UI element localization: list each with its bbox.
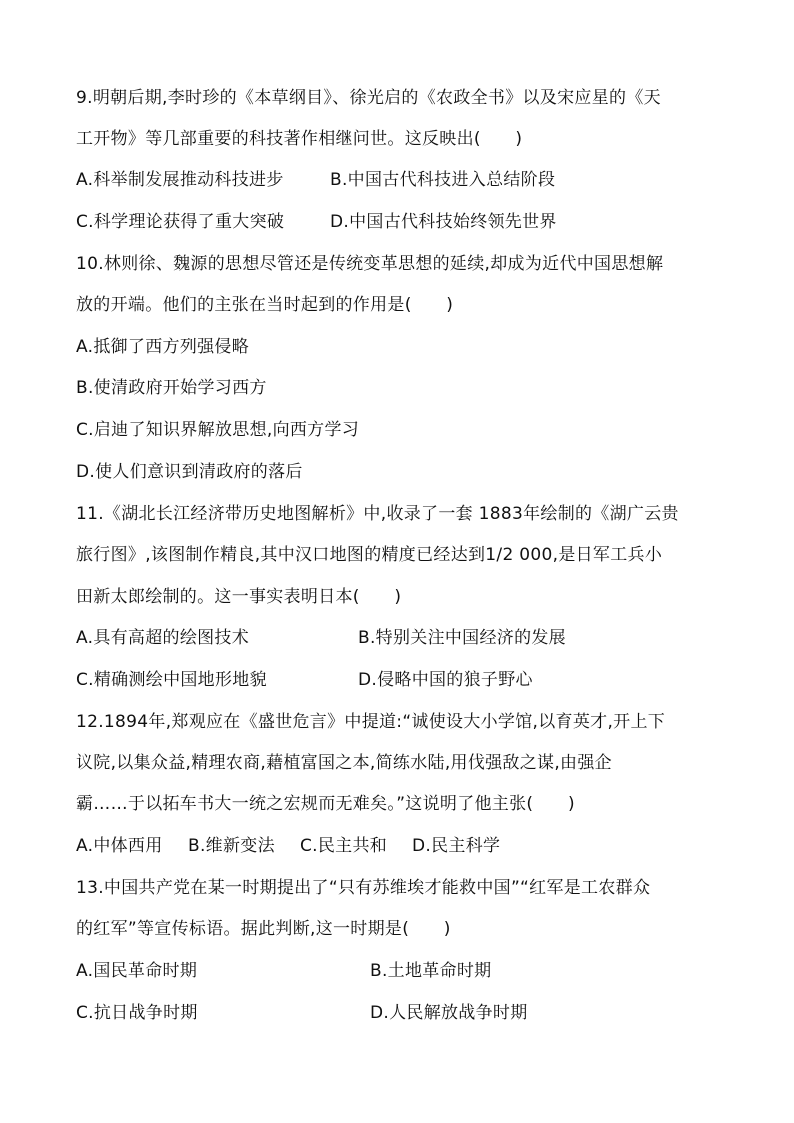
q12-stem-line-1: 12.1894年,郑观应在《盛世危言》中提道:“诚使设大小学馆,以育英才,开上下 (76, 712, 666, 732)
q11-option-b: B.特别关注中国经济的发展 (358, 628, 566, 648)
q9-option-a: A.科举制发展推动科技进步 (76, 170, 284, 190)
q10-option-c: C.启迪了知识界解放思想,向西方学习 (76, 420, 360, 440)
q10-stem-line-1: 10.林则徐、魏源的思想尽管还是传统变革思想的延续,却成为近代中国思想解 (76, 254, 664, 274)
q10-option-b: B.使清政府开始学习西方 (76, 378, 267, 398)
q13-stem-line-2: 的红军”等宣传标语。据此判断,这一时期是( ) (76, 919, 451, 939)
q13-stem-line-1: 13.中国共产党在某一时期提出了“只有苏维埃才能救中国”“红军是工农群众 (76, 878, 651, 898)
q10-option-d: D.使人们意识到清政府的落后 (76, 462, 303, 482)
q13-option-c: C.抗日战争时期 (76, 1003, 198, 1023)
q12-option-b: B.维新变法 (188, 836, 275, 856)
q11-option-c: C.精确测绘中国地形地貌 (76, 670, 267, 690)
q11-option-a: A.具有高超的绘图技术 (76, 628, 250, 648)
q9-stem-line-2: 工开物》等几部重要的科技著作相继问世。这反映出( ) (76, 129, 523, 149)
q12-option-a: A.中体西用 (76, 836, 163, 856)
q13-option-d: D.人民解放战争时期 (370, 1003, 528, 1023)
q11-stem-line-3: 田新太郎绘制的。这一事实表明日本( ) (76, 587, 402, 607)
q9-option-c: C.科学理论获得了重大突破 (76, 212, 285, 232)
q9-stem-line-1: 9.明朝后期,李时珍的《本草纲目》、徐光启的《农政全书》以及宋应星的《天 (76, 88, 661, 108)
q12-stem-line-2: 议院,以集众益,精理农商,藉植富国之本,简练水陆,用伐强敌之谋,由强企 (76, 753, 612, 773)
q11-stem-line-1: 11.《湖北长江经济带历史地图解析》中,收录了一套 1883年绘制的《湖广云贵 (76, 504, 679, 524)
q13-option-b: B.土地革命时期 (370, 961, 492, 981)
q12-stem-line-3: 霸……于以拓车书大一统之宏规而无难矣。”这说明了他主张( ) (76, 794, 575, 814)
q12-option-d: D.民主科学 (412, 836, 501, 856)
q13-option-a: A.国民革命时期 (76, 961, 198, 981)
q11-option-d: D.侵略中国的狼子野心 (358, 670, 533, 690)
q10-option-a: A.抵御了西方列强侵略 (76, 337, 250, 357)
q9-option-d: D.中国古代科技始终领先世界 (330, 212, 557, 232)
q9-option-b: B.中国古代科技进入总结阶段 (330, 170, 556, 190)
q11-stem-line-2: 旅行图》,该图制作精良,其中汉口地图的精度已经达到1/2 000,是日军工兵小 (76, 545, 663, 565)
q10-stem-line-2: 放的开端。他们的主张在当时起到的作用是( ) (76, 295, 454, 315)
q12-option-c: C.民主共和 (300, 836, 388, 856)
